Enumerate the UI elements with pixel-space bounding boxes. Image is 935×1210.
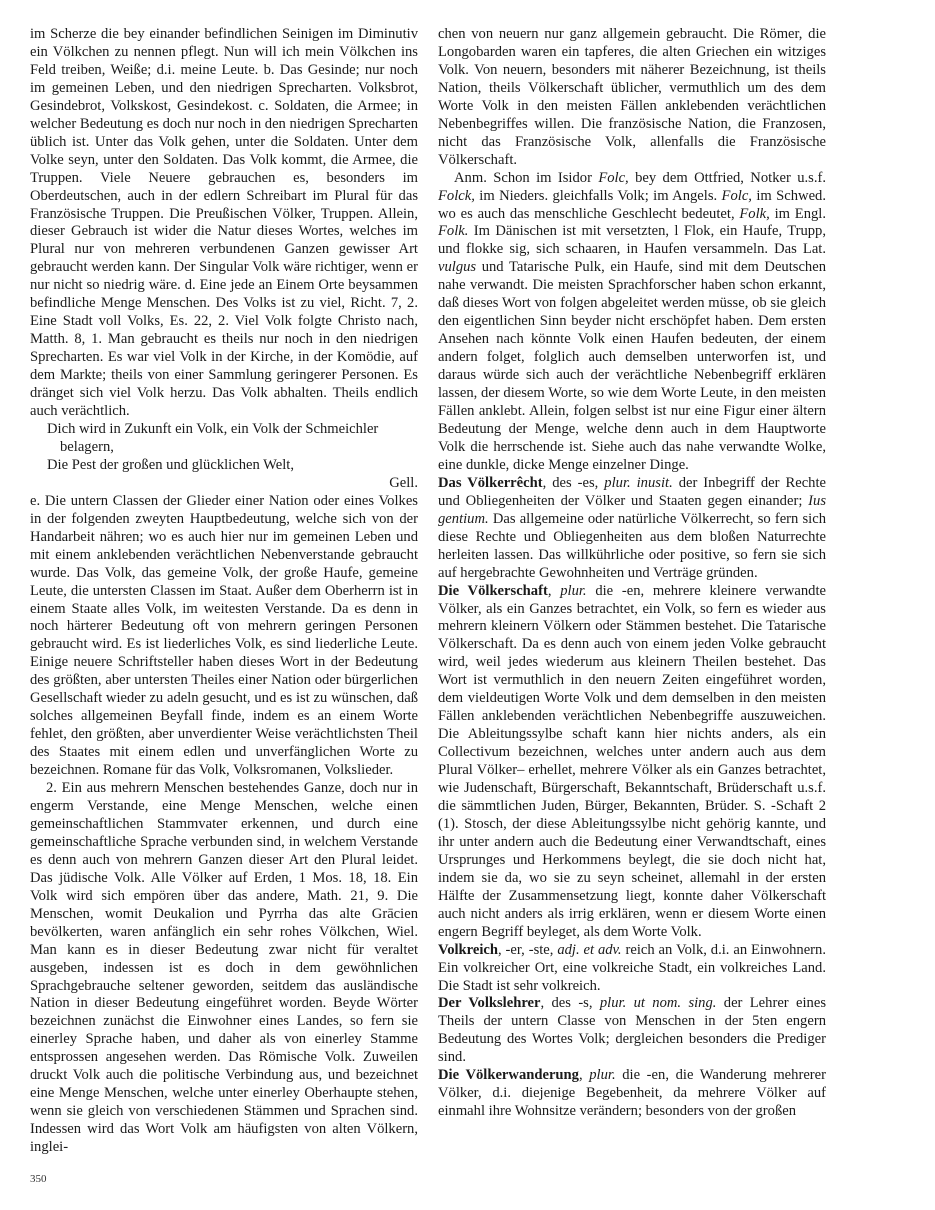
anm-text: im Nieders. gleichfalls Volk; im Angels.	[474, 187, 722, 204]
entry-text: die -en, die Wanderung mehrerer Völker, d.i. diejenige Begebenheit, da mehrere Völker auf einmahl ihre Wohnsitze verändern; besonders von der großen	[438, 1067, 826, 1120]
entry-text: Das allgemeine oder natürliche Völkerrecht, so fern sich diese Rechte und Obliegenheiten aus dem bloßen Naturrechte herleiten lassen. Das willkührliche oder positive, so fern sie sich auf hergebrachte Gewohnheiten und Verträge gründen.	[438, 510, 826, 581]
left-column	[30, 26, 418, 1157]
anm-text: bey dem Ottfried, Notker u.s.f.	[628, 169, 826, 186]
anm-text: und Tatarische Pulk, ein Haufe, sind mit dem Deutschen nahe verwandt. Die meisten Sprachforscher haben schon erkannt, daß dieses Wort von folgen abgeleitet werden müsse, ob sie gleich den eigentlichen Sinn beyder nicht erschöpfet haben. Dem ersten Ansehen nach könnte Volk einen Haufen bedeuten, der einem andern folget, folglich auch demselben unterworfen ist, und daraus würde sich auch der verächtliche Nebenbegriff erklären lassen, der diesem Worte, so wie dem Worte Leute, in den meisten Fällen anklebt. Allein, folgen selbst ist nur eine Figur einer ältern Bedeutung der Menge, welche denn auch in dem Hauptworte Volk die herrschende ist. Siehe auch das nahe verwandte Wolke, eine dunkle, dicke Menge einzelner Dinge.	[438, 259, 826, 473]
entry-text: reich an Volk, d.i. an Einwohnern. Ein volkreicher Ort, eine volkreiche Stadt, ein volkreiches Land. Die Stadt ist sehr volkreich.	[438, 941, 826, 994]
entry-text: ,	[547, 582, 561, 599]
verse-line-1: Dich wird in Zukunft ein Volk, ein Volk der Schmeichler	[47, 420, 379, 437]
entry-voelkerschaft	[438, 583, 826, 942]
grammar-note: plur. ut nom. sing.	[599, 995, 717, 1012]
entry-text: , des -es,	[542, 474, 605, 491]
entry-text: der Lehrer eines Theils der untern Classe von Menschen in der 5ten engern Bedeutung des Wortes Volk; dergleichen besonders die Prediger sind.	[438, 995, 827, 1066]
anm-term: vulgus	[438, 259, 477, 276]
right-paragraph-1: chen von neuern nur ganz allgemein gebraucht. Die Römer, die Longobarden waren ein tapferes, die alten Griechen ein witziges Volk. Von neuern, besonders mit näherer Bezeichnung, ist theils Nation, theils Völkerschaft üblicher, vermuthlich um des dem Worte Volk in den meisten Fällen anklebenden verächtlichen Nebenbegriffes willen. Die französische Nation, die Franzosen, nicht das Französische Volk, allenfalls die Französische Völkerschaft.	[438, 26, 826, 168]
anm-term: Folck,	[438, 187, 475, 204]
verse-attribution: Gell.	[389, 474, 418, 491]
headword: Das Völkerrêcht	[438, 474, 543, 491]
entry-text: die -en, mehrere kleinere verwandte Völker, als ein Ganzes betrachtet, ein Volk, so fern es wieder aus mehrern kleinern Völkern oder Stämmen bestehet. Die Tatarische Völkerschaft. Da es denn auch von einem jeden Volke gebraucht wird, weil jedes wiederum aus kleinern Theilen bestehet. Das Wort ist vermuthlich in den neuern Zeiten eingeführet worden, dem vieldeutigen Worte Volk und dem demselben in den meisten Fällen anklebenden verächtlichen Nebenbegriffe auszuweichen. Die Ableitungssylbe schaft kann hier nichts anders, als ein Collectivum bezeichnen, welches unter andern auch aus dem Plural Völker– erhellet, mehrere Völker als ein Ganzes betrachtet, wie Judenschaft, Bürgerschaft, Bekanntschaft, Brüderschaft u.s.f. die sämmtlichen Juden, Bürger, Bekannten, Brüder. S. -Schaft 2 (1). Stosch, der diese Ableitungssylbe nicht gehörig kannte, und ihr unter andern auch die Bedeutung einer Verwandtschaft, eines Ursprunges und Herkommens beylegt, die sie doch nicht hat, indem sie da, wo sie zu seyn scheinet, allemahl in der ersten Hälfte der Zusammensetzung liegt, konnte daher Völkerschaft auch nicht anders als irrig erklären, wenn er diesem Worte einen engern Begriff beyleget, als dem Worte Volk.	[438, 582, 826, 940]
anm-text: Im Dänischen ist mit versetzten, l Flok, ein Haufe, Trupp, und flokke sig, sich schaaren, in Haufen versammeln. Das Lat.	[438, 223, 826, 258]
entry-text: , -er, -ste,	[498, 941, 558, 958]
page-number: 350	[30, 1173, 47, 1185]
headword: Die Völkerwanderung	[438, 1067, 579, 1084]
verse-line-1-continued: belagern,	[60, 438, 114, 455]
entry-text: der Inbegriff der Rechte und Obliegenheiten der Völker und Staaten gegen einander;	[438, 474, 826, 509]
grammar-note: plur. inusit.	[604, 474, 673, 491]
anm-text: im Engl.	[769, 205, 826, 222]
latin-term: Ius gentium.	[438, 492, 826, 527]
entry-voelkerrecht	[438, 475, 826, 583]
grammar-note: plur.	[560, 582, 587, 599]
left-paragraph-1: im Scherze die bey einander befindlichen Seinigen im Diminutiv ein Völkchen zu nennen pflegt. Nun will ich mein Völkchen ins Feld treiben, Weiße; d.i. meine Leute. b. Das Gesinde; nur noch im gemeinen Leben, und den niedrigen Sprecharten. Volksbrot, Gesindebrot, Volkskost, Gesindekost. c. Soldaten, die Armee; in welcher Bedeutung es doch nur noch in den niedrigen Sprecharten üblich ist. Unter das Volk gehen, unter die Soldaten. Unter dem Volke seyn, unter den Soldaten. Das Volk kommt, die Armee, die Truppen. Viele Neuere gebrauchen es, besonders im Oberdeutschen, auch in der edlern Schreibart im Plural für das Französische Truppen. Die Preußischen Völker, Truppen. Allein, dieser Gebrauch ist wider die Natur dieses Wortes, welches im Plural nur von mehreren verbundenen Ganzen gewisser Art gebraucht werden kann. Der Singular Volk wäre richtiger, wenn er nur nicht so niedrig wäre. d. Eine jede an Einem Orte beysammen befindliche Menge Menschen. Des Volks ist zu viel, Richt. 7, 2. Eine Stadt voll Volks, Es. 22, 2. Viel Volk folgte Christo nach, Matth. 8, 1. Man gebraucht es theils nur noch in den niedrigen Sprecharten. Es war viel Volk in der Kirche, in der Komödie, auf dem Markte; theils von einer Sammlung geringerer Personen. Es dränget sich viel Volk herzu. Das Volk abhalten. Theils endlich auch verächtlich.	[30, 26, 418, 420]
headword: Volkreich	[438, 941, 499, 958]
headword: Die Völkerschaft	[438, 582, 548, 599]
left-paragraph-3: 2. Ein aus mehrern Menschen bestehendes Ganze, doch nur in engerm Verstande, eine Menge Menschen, welche einen gemeinschaftlichen Stammvater erkennen, und durch eine gemeinschaftliche Sprache verbunden sind, in welchem Verstande es denn auch von mehrern Ganzen dieser Art den Plural leidet. Das jüdische Volk. Alle Völker auf Erden, 1 Mos. 18, 18. Ein Volk wird sich empören über das andere, Math. 21, 9. Die Menschen, womit Deukalion und Pyrrha das alte Grācien bevölkerten, waren anfänglich ein sehr rohes Völkchen, Wiel. Man kann es in dieser Bedeutung zwar nicht für veraltet ausgeben, indessen ist es doch in dem gewöhnlichen Sprachgebrauche seltener geworden, seitdem das ausländische Nation in dieser Bedeutung eingeführet worden. Beyde Wörter bezeichnen zunächst die Einwohner eines Landes, so fern sie einerley Sprache haben, und daher als von einerley Stamme entsprossen angesehen werden. Das Römische Volk. Zuweilen druckt Volk auch die politische Verbindung aus, und bezeichnet eine Menge Menschen, welche unter einerley Oberhaupte stehen, wenn sie gleich von verschiedenen Stämmen und Sprachen sind. Indessen wird das Wort Volk am häufigsten von alten Völkern, inglei-	[30, 780, 418, 1156]
anm-term: Folk,	[739, 205, 770, 222]
anm-text: im Schwed. wo es auch das menschliche Geschlecht bedeutet,	[438, 187, 826, 222]
entry-voelkerwanderung	[438, 1067, 826, 1121]
left-paragraph-2: e. Die untern Classen der Glieder einer Nation oder eines Volkes in der folgenden zweyten Hauptbedeutung, welche sich von der Handarbeit nähren; wo es auch hier nur im gemeinen Leben und mit einem anklebenden verächtlichen Nebenverstande gebraucht wurde. Das Volk, das gemeine Volk, der große Haufe, gemeine Leute, die untersten Classen im Staat. Außer dem Oberherrn ist in einem Staate alles Volk, im weitesten Verstande. Da es denn in noch härterer Bedeutung oft von mehrern geringen Personen gebraucht wird. Es ist liederliches Volk, es sind liederliche Leute. Einige neuere Schriftsteller haben dieses Wort in der Bedeutung des größten, aber untersten Theiles einer Nation oder bürgerlichen Gesellschaft wieder zu adeln gesucht, und es ist zu wünschen, daß solches allgemeinen Beyfall finde, indem es an einem Worte fehlet, den größten, aber unverdienter Weise verächtlichsten Theil des Staates mit einem edlen und unverfänglichen Worte zu bezeichnen. Romane für das Volk, Volksromanen, Volkslieder.	[30, 492, 418, 779]
entry-volkreich	[438, 942, 826, 996]
anm-text: Anm. Schon im Isidor	[454, 169, 599, 186]
entry-volkslehrer	[438, 995, 826, 1067]
annotation-paragraph	[438, 170, 826, 475]
grammar-note: plur.	[589, 1067, 616, 1084]
anm-term: Folk.	[438, 223, 469, 240]
grammar-note: adj. et adv.	[557, 941, 622, 958]
entry-text: , des -s,	[540, 995, 600, 1012]
headword: Der Volkslehrer	[438, 995, 541, 1012]
entry-text: ,	[578, 1067, 590, 1084]
anm-term: Folc,	[598, 169, 629, 186]
anm-term: Folc,	[721, 187, 752, 204]
verse-line-2: Die Pest der großen und glücklichen Welt,	[47, 456, 294, 473]
right-column	[438, 26, 826, 1121]
